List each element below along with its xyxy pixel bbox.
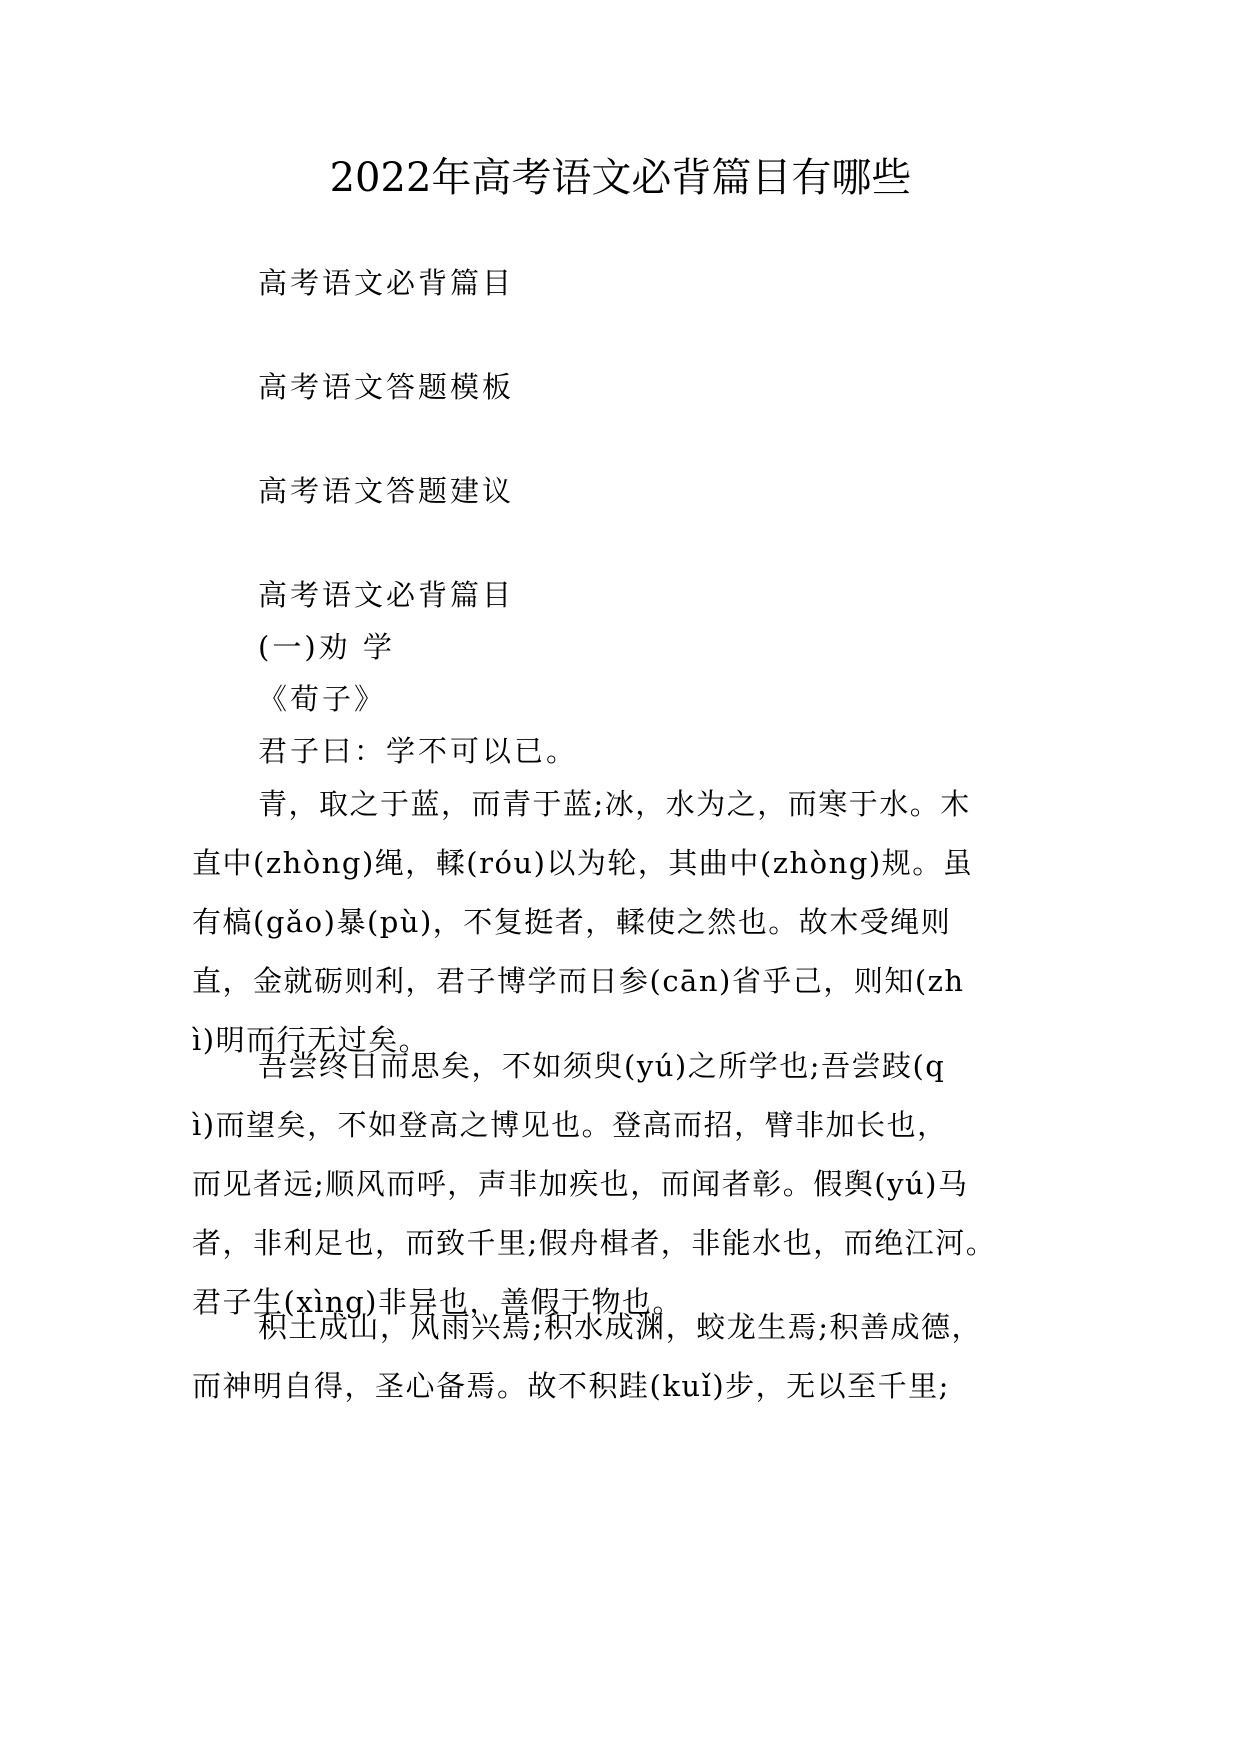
paragraph-line: 积土成山，风雨兴焉;积水成渊，蛟龙生焉;积善成德， bbox=[258, 1310, 983, 1344]
paragraph-line: ì)明而行无过矣。 bbox=[192, 1023, 430, 1057]
toc-item-answer-templates: 高考语文答题模板 bbox=[258, 370, 515, 404]
paragraph-line: 而神明自得，圣心备焉。故不积跬(kuǐ)步，无以至千里; bbox=[192, 1369, 950, 1403]
paragraph-line: 直中(zhòng)绳，輮(róu)以为轮，其曲中(zhòng)规。虽 bbox=[192, 846, 974, 880]
paragraph-line: 青，取之于蓝，而青于蓝;冰，水为之，而寒于水。木 bbox=[258, 787, 971, 821]
paragraph-line: 而见者远;顺风而呼，声非加疾也，而闻者彰。假舆(yú)马 bbox=[192, 1167, 969, 1201]
paragraph-3 bbox=[192, 1298, 1052, 1416]
section-heading: 高考语文必背篇目 bbox=[258, 578, 515, 612]
opening-line: 君子曰：学不可以已。 bbox=[258, 734, 579, 768]
toc-item-must-recite: 高考语文必背篇目 bbox=[258, 266, 515, 300]
paragraph-1 bbox=[192, 775, 1052, 1070]
paragraph-line: 吾尝终日而思矣，不如须臾(yú)之所学也;吾尝跂(q bbox=[258, 1049, 946, 1083]
paragraph-line: 有槁(gǎo)暴(pù)，不复挺者，輮使之然也。故木受绳则 bbox=[192, 905, 952, 939]
paragraph-line: 直，金就砺则利，君子博学而日参(cān)省乎己，则知(zh bbox=[192, 964, 965, 998]
chapter-heading: (一)劝 学 bbox=[258, 630, 395, 664]
paragraph-line: ì)而望矣，不如登高之博见也。登高而招，臂非加长也， bbox=[192, 1108, 948, 1142]
paragraph-line: 君子生(xìng)非异也，善假于物也。 bbox=[192, 1285, 683, 1319]
paragraph-2 bbox=[192, 1037, 1052, 1332]
toc-item-answer-tips: 高考语文答题建议 bbox=[258, 474, 515, 508]
source-citation: 《荀子》 bbox=[258, 682, 387, 716]
document-title: 2022年高考语文必背篇目有哪些 bbox=[329, 155, 912, 201]
paragraph-line: 者，非利足也，而致千里;假舟楫者，非能水也，而绝江河。 bbox=[192, 1226, 997, 1260]
